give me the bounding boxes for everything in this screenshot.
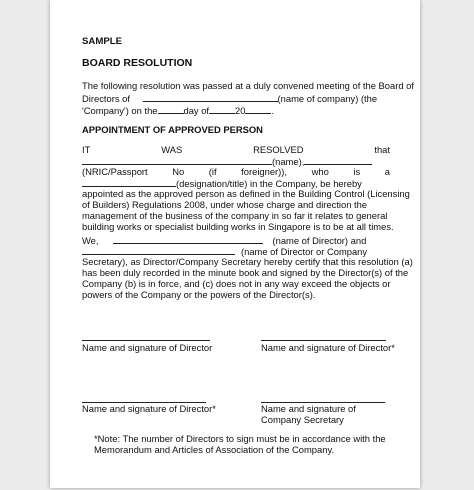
resolved-foreigner: foreigner)), <box>241 166 288 177</box>
certify-director-2: (name of Director or Company <box>241 246 368 257</box>
intro-line-1: The following resolution was passed at a duly convened meeting of the Board of <box>82 80 414 91</box>
signature-label-left-2: Name and signature of Director* <box>82 403 216 414</box>
resolved-line-6: of Builders) Regulations 2008, under whose charge and direction the <box>82 199 368 210</box>
resolved-line-1 <box>82 144 390 156</box>
company-name-field[interactable] <box>143 92 278 102</box>
certify-line-3: Secretary), as Director/Company Secretary hereby certify that this resolution (a) <box>82 256 413 267</box>
resolved-word-resolved: RESOLVED <box>253 144 304 155</box>
note-line-2: Memorandum and Articles of Association of the Company. <box>94 444 335 455</box>
resolved-word-was: WAS <box>161 144 183 155</box>
meeting-month-field[interactable] <box>209 104 235 114</box>
certify-line-5: Company (b) is in force, and (c) does not in any way exceed the objects or <box>82 278 391 289</box>
section-title: APPOINTMENT OF APPROVED PERSON <box>82 124 263 135</box>
director-name-field-1[interactable] <box>113 234 263 244</box>
resolved-name-label: (name), <box>272 156 305 167</box>
note-line-1: *Note: The number of Directors to sign must be in accordance with the <box>94 433 386 444</box>
certify-we: We, <box>82 235 99 246</box>
approved-person-name-field[interactable] <box>82 155 272 165</box>
resolved-designation: (designation/title) in the Company, be hereby <box>176 178 362 189</box>
resolved-word-that: that <box>374 144 390 155</box>
director-name-field-2[interactable] <box>82 245 235 255</box>
resolved-word-it: IT <box>82 144 91 155</box>
intro-line-2 <box>82 92 395 105</box>
resolved-line-5: appointed as the approved person as defined in the Building Control (Licensing <box>82 188 410 199</box>
intro-year-prefix: 20 <box>235 105 246 116</box>
resolved-a: a <box>384 166 390 177</box>
signature-line-left-1[interactable] <box>82 340 210 341</box>
intro-day-of: day of <box>183 105 210 116</box>
document-page <box>50 0 420 488</box>
resolved-no: No <box>172 166 185 177</box>
intro-company-note: (name of company) (the <box>277 93 378 104</box>
intro-period: . <box>271 105 275 116</box>
document-title: BOARD RESOLUTION <box>82 57 193 69</box>
designation-field[interactable] <box>82 177 176 187</box>
resolved-line-8: building works or specialist building works in Singapore is to be at all times. <box>82 221 394 232</box>
resolved-is: is <box>353 166 361 177</box>
intro-line-3 <box>82 104 274 117</box>
resolved-line-3 <box>82 166 390 178</box>
certify-line-4: has been duly recorded in the minute book and signed by the Director(s) of the <box>82 267 409 278</box>
resolved-who: who <box>311 166 329 177</box>
resolved-line-7: management of the business of the company in so far it relates to general <box>82 210 388 221</box>
certify-director-1: (name of Director) and <box>272 235 367 246</box>
resolved-nric: (NRIC/Passport <box>82 166 148 177</box>
signature-label-right-2b: Company Secretary <box>261 414 344 425</box>
resolved-if: (if <box>208 166 217 177</box>
intro-directors-of: Directors of <box>82 93 130 104</box>
meeting-year-field[interactable] <box>245 104 271 114</box>
signature-label-right-2a: Name and signature of <box>261 403 356 414</box>
meeting-day-field[interactable] <box>158 104 184 114</box>
signature-label-right-1: Name and signature of Director* <box>261 342 395 353</box>
nric-field[interactable] <box>304 155 372 165</box>
intro-company-on: 'Company') on the <box>82 105 158 116</box>
sample-label: SAMPLE <box>82 36 122 47</box>
signature-line-right-1[interactable] <box>261 340 386 341</box>
certify-line-6: powers of the Company or the powers of the Director(s). <box>82 289 316 300</box>
signature-label-left-1: Name and signature of Director <box>82 342 213 353</box>
